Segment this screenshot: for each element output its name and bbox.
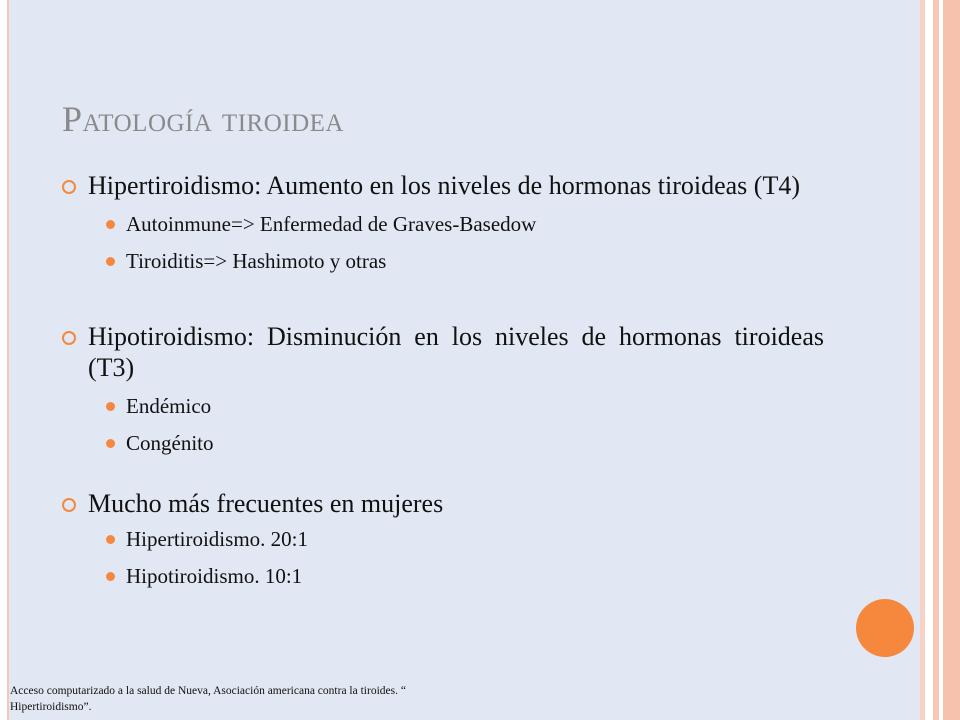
dot-bullet-icon <box>106 257 115 266</box>
dot-bullet-icon <box>106 535 115 544</box>
bullet-list <box>62 170 824 590</box>
sub-bullet <box>62 429 824 457</box>
sub-bullet-text: Congénito <box>126 431 214 455</box>
dot-bullet-icon <box>106 402 115 411</box>
bullet-hipotiroidismo <box>62 321 824 383</box>
sub-bullet-text: Hipertiroidismo. 20:1 <box>126 527 308 551</box>
slide-title: Patología tiroidea <box>62 99 344 139</box>
bullet-heading: Hipertiroidismo: Aumento en los niveles de hormonas tiroideas (T4) <box>88 171 800 200</box>
bullet-heading: Mucho más frecuentes en mujeres <box>88 489 444 518</box>
bullet-hipertiroidismo <box>62 170 824 201</box>
sub-bullet <box>62 392 824 420</box>
bullet-heading: Hipotiroidismo: Disminución en los niveles de hormonas tiroideas (T3) <box>88 322 824 382</box>
sub-bullet-text: Autoinmune=> Enfermedad de Graves-Basedow <box>126 212 537 236</box>
sub-bullet <box>62 562 824 590</box>
ring-bullet-icon <box>62 180 76 194</box>
dot-bullet-icon <box>106 572 115 581</box>
sub-bullet <box>62 210 824 238</box>
sub-bullet <box>62 247 824 275</box>
dot-bullet-icon <box>106 220 115 229</box>
ring-bullet-icon <box>62 498 76 512</box>
decorative-stripe <box>925 0 933 720</box>
bullet-frecuencia <box>62 488 824 519</box>
decorative-stripe <box>943 0 960 720</box>
sub-bullet-text: Endémico <box>126 394 212 418</box>
dot-bullet-icon <box>106 439 115 448</box>
orange-circle-decoration <box>856 599 914 657</box>
sub-bullet-text: Hipotiroidismo. 10:1 <box>126 564 303 588</box>
source-footnote: Acceso computarizado a la salud de Nueva, Asociación americana contra la tiroides. “ Hipertiroidismo”. <box>10 685 406 713</box>
sub-bullet-text: Tiroiditis=> Hashimoto y otras <box>126 249 387 273</box>
ring-bullet-icon <box>62 331 76 345</box>
sub-bullet <box>62 525 824 553</box>
